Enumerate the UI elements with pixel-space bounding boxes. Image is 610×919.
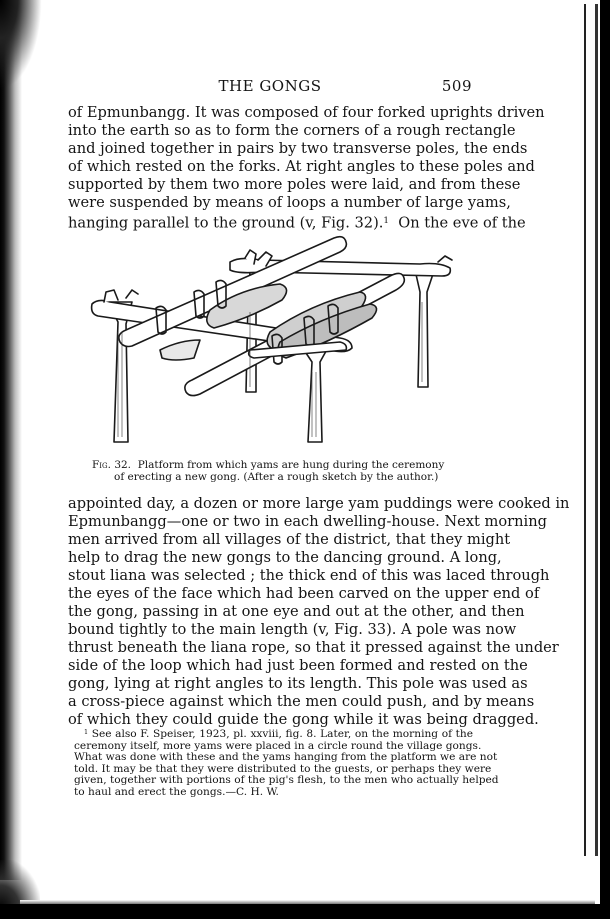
caption-line xyxy=(92,459,472,471)
scan-border-right xyxy=(600,0,610,919)
text-fragment: hanging parallel to the ground (v, Fig. 32). xyxy=(68,214,384,232)
text-line: men arrived from all villages of the district, that they might xyxy=(68,531,511,548)
page-number: 509 xyxy=(441,77,472,95)
footnote-line xyxy=(74,727,473,741)
text-line: a cross-piece against which the men could push, and by means xyxy=(68,693,535,710)
text-line: Epmunbangg—one or two in each dwelling-house. Next morning xyxy=(68,513,547,530)
figure-illustration xyxy=(90,232,470,450)
text-line: into the earth so as to form the corners of a rough rectangle xyxy=(68,122,516,139)
caption-text: Platform from which yams are hung during the ceremony xyxy=(137,459,445,471)
caption-line: of erecting a new gong. (After a rough sketch by the author.) xyxy=(114,471,439,483)
text-line: supported by them two more poles were laid, and from these xyxy=(68,176,521,193)
figure-label: Fig. 32. xyxy=(92,459,132,471)
page-edge-line xyxy=(595,4,598,856)
footnote-text: See also F. Speiser, 1923, pl. xxviii, fig. 8. Later, on the morning of the xyxy=(91,728,473,741)
text-line: of which rested on the forks. At right angles to these poles and xyxy=(68,158,535,175)
footnote xyxy=(74,727,499,798)
body-paragraph-2 xyxy=(68,495,570,729)
footnote-line: told. It may be that they were distributed to the guests, or perhaps they were xyxy=(74,762,492,775)
text-line: bound tightly to the main length (v, Fig. 33). A pole was now xyxy=(68,621,517,638)
footnote-line: given, together with portions of the pig's flesh, to the men who actually helped xyxy=(74,774,499,787)
figure-caption xyxy=(92,459,472,483)
footnote-line: ceremony itself, more yams were placed in a circle round the village gongs. xyxy=(74,739,482,752)
text-line: gong, lying at right angles to its length. This pole was used as xyxy=(68,675,528,692)
text-line: and joined together in pairs by two transverse poles, the ends xyxy=(68,140,528,157)
body-paragraph-1 xyxy=(68,104,545,232)
platform-sketch-icon xyxy=(90,232,470,450)
text-fragment: On the eve of the xyxy=(398,214,526,232)
text-line: appointed day, a dozen or more large yam puddings were cooked in xyxy=(68,495,570,512)
text-line: side of the loop which had just been formed and rested on the xyxy=(68,657,528,674)
running-head-title: THE GONGS xyxy=(218,77,322,95)
text-line: the eyes of the face which had been carved on the upper end of xyxy=(68,585,540,602)
footnote-reference[interactable]: 1 xyxy=(383,216,389,226)
text-line xyxy=(68,212,526,232)
running-header xyxy=(68,77,472,97)
scan-shadow-top-left xyxy=(0,0,42,90)
text-line: thrust beneath the liana rope, so that it pressed against the under xyxy=(68,639,559,656)
text-line: the gong, passing in at one eye and out at the other, and then xyxy=(68,603,525,620)
text-line: were suspended by means of loops a number of large yams, xyxy=(68,194,511,211)
scan-border-bottom xyxy=(0,904,610,919)
scan-shadow-left xyxy=(0,0,22,880)
page-edge-line xyxy=(584,4,586,856)
footnote-line: What was done with these and the yams hanging from the platform we are not xyxy=(74,751,498,764)
text-line: stout liana was selected ; the thick end of this was laced through xyxy=(68,567,550,584)
text-line: of which they could guide the gong while it was being dragged. xyxy=(68,711,539,728)
text-line: help to drag the new gongs to the dancing ground. A long, xyxy=(68,549,502,566)
text-line: of Epmunbangg. It was composed of four forked uprights driven xyxy=(68,104,545,121)
footnote-line: to haul and erect the gongs.—C. H. W. xyxy=(74,785,279,798)
footnote-marker: 1 xyxy=(84,729,89,736)
